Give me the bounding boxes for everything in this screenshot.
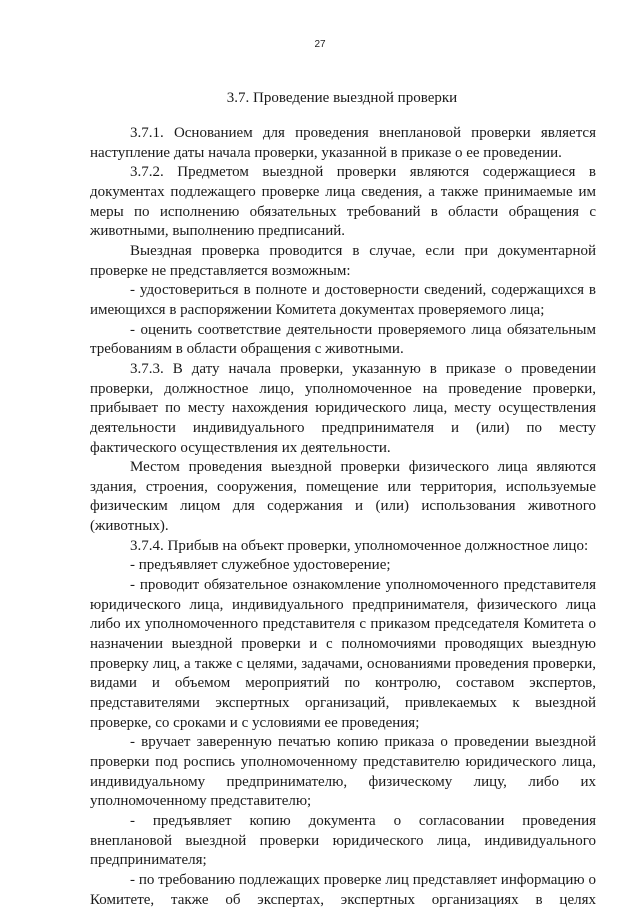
section-title: 3.7. Проведение выездной проверки <box>226 90 458 106</box>
list-item-verify-completeness: - удостовериться в полноте и достоверности сведений, содержащихся в имеющихся в распоряжении Комитета документах проверяемого лица; <box>90 282 596 318</box>
list-item-provide-information: - по требованию подлежащих проверке лиц представляет информацию о Комитете, также об экспертах, экспертных организациях в целях <box>90 871 596 908</box>
paragraph-3-7-1: 3.7.1. Основанием для проведения внеплановой проверки является наступление даты начала проверки, указанной в приказе о ее проведении. <box>90 125 596 161</box>
list-item-hand-over-order: - вручает заверенную печатью копию приказа о проведении выездной проверки под роспись уполномоченному представителю юридического лица, индивидуальному предпринимателю, физическому лицу, либо их уполномоченному представителю; <box>90 734 596 810</box>
paragraph-3-7-3: 3.7.3. В дату начала проверки, указанную в приказе о проведении проверки, должностное лицо, уполномоченное на проведение проверки, прибывает по месту нахождения юридического лица, месту осуществления деятельности индивидуального предпринимателя и (или) по месту фактического осуществления их деятельности. <box>90 360 596 456</box>
paragraph-inspection-location: Местом проведения выездной проверки физического лица являются здания, строения, сооружения, помещение или территория, используемые физическим лицом для содержания и (или) использования животного (животных). <box>90 459 596 535</box>
paragraph-3-7-2: 3.7.2. Предметом выездной проверки являются содержащиеся в документах подлежащего проверке лица сведения, а также принимаемые им меры по исполнению обязательных требований в области обращения с животными, выполнению предписаний. <box>90 164 596 240</box>
document-body <box>90 124 596 910</box>
list-item-familiarization: - проводит обязательное ознакомление уполномоченного представителя юридического лица, индивидуального предпринимателя, физического лица либо их уполномоченного представителя с приказом председателя Комитета о назначении выездной проверки и с полномочиями проводящих выездную проверку лиц, а также с целями, задачами, основаниями проведения проверки, видами и объемом мероприятий по контролю, составом экспертов, представителями экспертных организаций, привлекаемых к выездной проверке, со сроками и с условиями ее проведения; <box>90 577 596 731</box>
page-number: 27 <box>314 39 326 50</box>
paragraph-3-7-4: 3.7.4. Прибыв на объект проверки, уполномоченное должностное лицо: <box>130 537 589 554</box>
list-item-present-approval: - предъявляет копию документа о согласовании проведения внеплановой выездной проверки юридического лица, индивидуального предпринимателя; <box>90 812 596 869</box>
list-item-assess-compliance: - оценить соответствие деятельности проверяемого лица обязательным требованиям в области обращения с животными. <box>90 321 596 358</box>
list-item-present-id: - предъявляет служебное удостоверение; <box>130 557 391 574</box>
paragraph-onsite-inspection-cases: Выездная проверка проводится в случае, если при документарной проверке не представляется возможным: <box>90 242 596 279</box>
